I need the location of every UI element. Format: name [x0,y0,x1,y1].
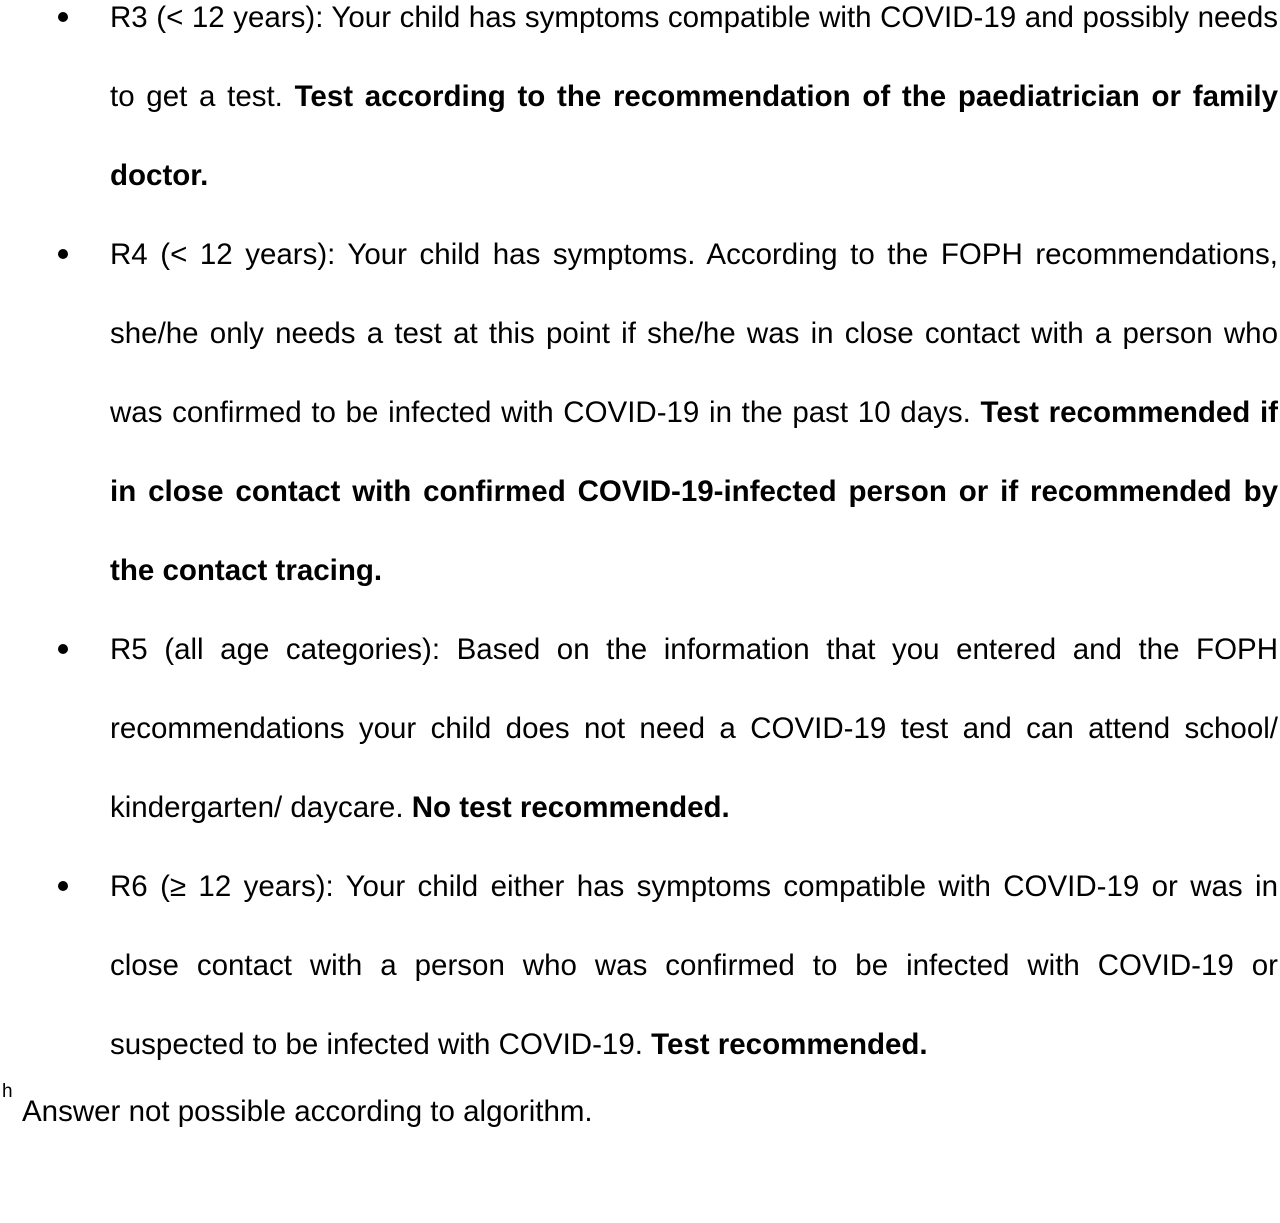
recommendation-bold: Test according to the recommendation of the paediatrician or family doctor. [110,80,1279,192]
recommendation-text: R6 (≥ 12 years): Your child either has symptoms compatible with COVID-19 or was in close contact with a person who was confirmed to be infected with COVID-19 or suspected to be infected with COVID-19. [110,870,1278,1061]
bullet-icon [58,847,70,926]
recommendation-bold: No test recommended. [411,791,730,824]
footnote-marker: h [2,1081,13,1102]
bullet-icon [58,610,70,689]
recommendation-text: R4 (< 12 years): Your child has symptoms. According to the FOPH recommendations, she/he only needs a test at this point if she/he was in close contact with a person who was confirmed to be infected with COVID-19 in the past 10 days. [110,238,1278,429]
list-item-r4 [0,215,1278,610]
recommendation-bold: Test recommended if in close contact with confirmed COVID-19-infected person or if recommended by the contact tracing. [110,396,1278,587]
list-item-r6 [0,847,1278,1084]
list-item-r3 [0,0,1278,215]
list-item-r5 [0,610,1278,847]
bullet-icon [58,215,70,294]
recommendation-bold: Test recommended. [651,1028,928,1061]
recommendation-text: R5 (all age categories): Based on the information that you entered and the FOPH recommendations your child does not need a COVID-19 test and can attend school/ kindergarten/ daycare. [110,633,1278,824]
bullet-icon [58,0,70,57]
footnote [0,1081,1280,1134]
recommendation-text: R3 (< 12 years): Your child has symptoms compatible with COVID-19 and possibly needs to get a test. [110,1,1278,113]
footnote-text: Answer not possible according to algorithm. [22,1095,593,1128]
